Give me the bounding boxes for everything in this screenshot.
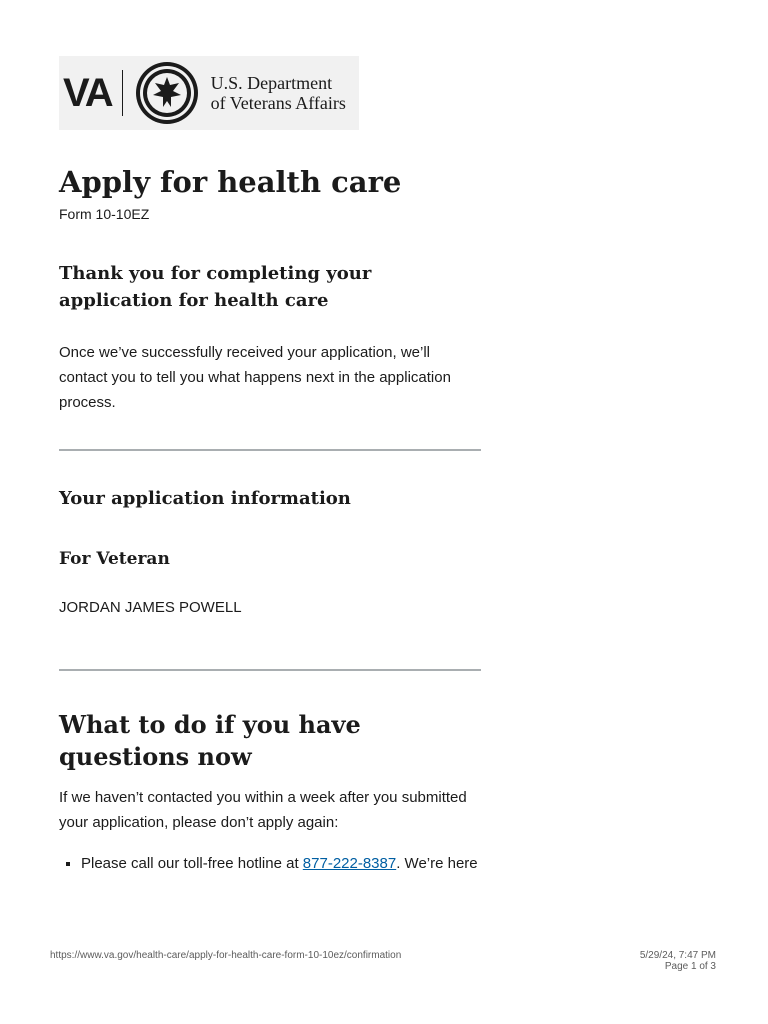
list-item xyxy=(81,851,481,876)
print-datetime: 5/29/24, 7:47 PM xyxy=(639,950,716,961)
footer-meta xyxy=(640,950,716,972)
department-name xyxy=(211,73,346,113)
thank-you-body: Once we’ve successfully received your application, we’ll contact you to tell you what happens next in the application process. xyxy=(59,344,451,411)
veteran-name: JORDAN JAMES POWELL xyxy=(59,599,242,616)
hotline-phone-link[interactable]: 877-222-8387 xyxy=(302,855,397,872)
department-line-2: of Veterans Affairs xyxy=(210,93,346,113)
va-logo-mark: VA xyxy=(63,70,112,115)
thank-you-heading: Thank you for completing your application for health care xyxy=(59,263,372,311)
footer-url: https://www.va.gov/health-care/apply-for-health-care-form-10-10ez/confirmation xyxy=(50,950,402,961)
hotline-text-prefix: Please call our toll-free hotline at xyxy=(81,855,303,872)
section-divider xyxy=(59,449,481,451)
main-content xyxy=(59,160,481,876)
section-divider xyxy=(59,669,481,671)
hotline-text-suffix: . We’re here xyxy=(396,855,478,872)
va-seal-icon xyxy=(135,61,199,125)
page-number: Page 1 of 3 xyxy=(664,961,716,972)
va-logo[interactable] xyxy=(59,56,359,130)
form-number: Form 10-10EZ xyxy=(59,206,150,222)
application-info-heading: Your application information xyxy=(59,488,351,509)
for-veteran-heading: For Veteran xyxy=(59,549,170,569)
department-line-1: U.S. Department xyxy=(210,73,333,93)
questions-body: If we haven’t contacted you within a week after you submitted your application, please don’t apply again: xyxy=(59,789,467,831)
questions-heading: What to do if you have questions now xyxy=(59,710,361,771)
logo-divider xyxy=(122,70,123,116)
questions-list xyxy=(59,851,481,876)
page-title: Apply for health care xyxy=(59,165,402,199)
